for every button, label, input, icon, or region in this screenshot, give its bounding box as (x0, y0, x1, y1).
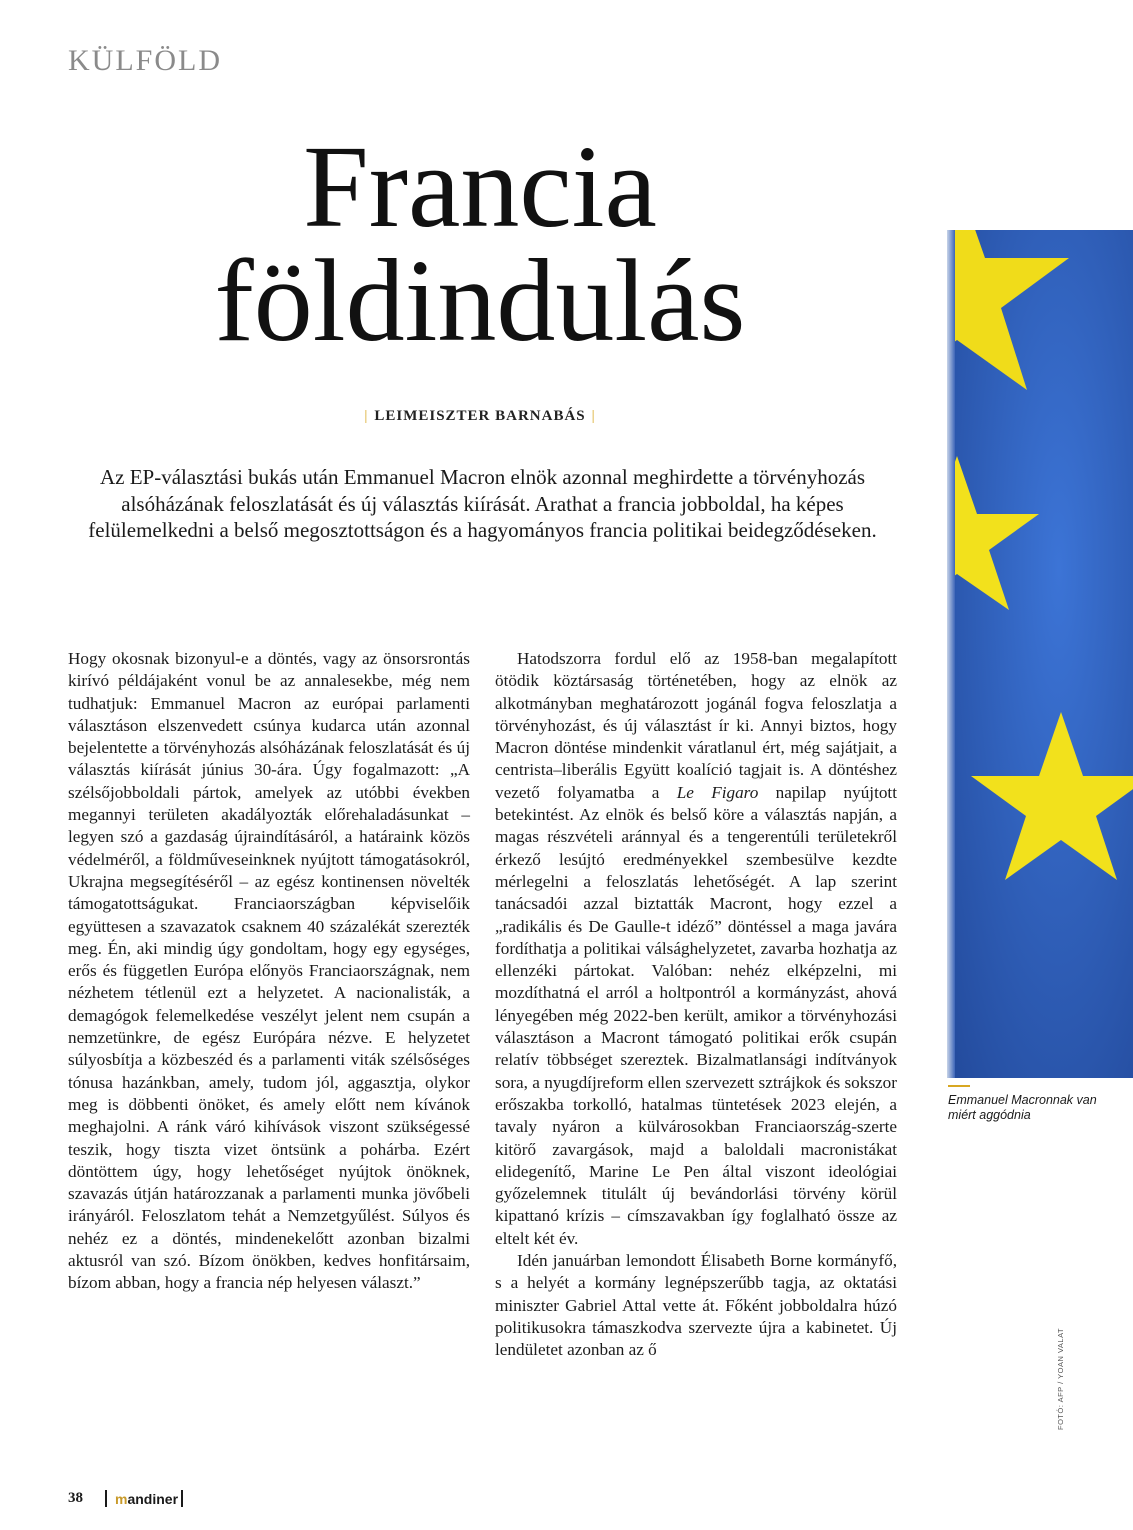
body-text: napilap nyújtott betekintést. Az elnök és belső köre a választás napján, a magas részvételi aránnyal és a tengerentúli területekről érkező lesújtó eredményekkel szembesülve kezdte mérlegelni a feloszlatás lehetőségét. A lap szerint tanácsadói azzal biztatták Macront, hogy ezzel a „radikális és De Gaulle-t idéző” döntéssel a maga javára fordíthatja a politikai válsághelyzetet, zavarba hozhatja az ellenzéki pártokat. Valóban: nehéz elképzelni, mi mozdíthatná el arról a holtpontról a kormányzást, ahová lényegében még 2022-ben került, amikor a törvényhozási választáson a Macront támogató politikai erők csupán relatív többséget szereztek. Bizalmatlansági indítványok sora, a nyugdíjreform ellen szervezett sztrájkok és sokszor erőszakba torkolló, hatalmas tüntetések 2023 elején, a tavaly nyáron a külvárosokban Franciaország-szerte kitörő zavargások, majd a baloldali macronistákat elidegenítő, Marine Le Pen által viszont ideológiai győzelemnek titulált új bevándorlási törvény körül kipattanó krízis – címszavakban így foglalható össze az eltelt két év. (495, 782, 897, 1248)
byline (0, 408, 960, 425)
lead-paragraph: Az EP-választási bukás után Emmanuel Macron elnök azonnal meghirdette a törvényhozás alsóházának feloszlatását és új választás kiírását. Arathat a francia jobboldal, ha képes felülemelkedni a belső megosztottságon és a hagyományos francia politikai beidegződéseken. (88, 465, 877, 542)
eu-flag-stars-icon (947, 230, 1133, 1078)
byline-bar-left: | (364, 408, 369, 424)
footer-divider (105, 1490, 107, 1507)
photo-edge (947, 230, 955, 1078)
body-paragraph: Hogy okosnak bizonyul-e a döntés, vagy az önsorsrontás kirívó példájaként vonul be az annalesekbe, még nem tudhatjuk: Emmanuel Macron az európai parlamenti választáson elszenvedett csúnya kudarca után azonnal bejelentette a törvényhozás alsóházának feloszlatását és új választás kiírását június 30-ára. Úgy fogalmazott: „A szélsőjobboldali pártok, amelyek az utóbbi években megannyi területen akadályozták előrehaladásunkat – legyen szó a gazdaság újraindításáról, a határaink közös védelméről, a földműveseinknek nyújtott támogatásokról, Ukrajna megsegítéséről – az egész kontinensen növelték támogatottságukat. Franciaországban képviselőik együttesen a szavazatok csaknem 40 százalékát szerezték meg. Én, aki mindig úgy gondoltam, hogy egy egységes, erős és független Európa előnyös Franciaországnak, nem nézhetem tétlenül ezt a helyzetet. A nacionalisták, a demagógok felemelkedése veszélyt jelent nem csupán a nemzetünkre, de egész Európára nézve. E helyzetet súlyosbítja a közbeszéd és a parlamenti viták szélsőséges tónusa hazánkban, amely, tudom jól, aggasztja, olykor meg is döbbenti önöket, és amely előtt nem kívánok meghajolni. A ránk váró kihívások viszont szükségessé teszik, hogy tiszta vizet öntsünk a pohárba. Ezért döntöttem úgy, hogy lehetőséget nyújtok önöknek, szavazás útján határozzanak a parlamenti munka jövőbeli irányáról. Feloszlatom tehát a Nemzetgyűlést. Súlyos és nehéz ez a döntés, mindenekelőtt azonban bizalmi aktusról van szó. Bízom önökben, kedves honfitársaim, bízom abban, hogy a francia nép helyesen választ.” (68, 649, 470, 1293)
page-footer (68, 1490, 183, 1507)
byline-author: LEIMEISZTER BARNABÁS (374, 408, 586, 424)
headline (0, 121, 960, 366)
body-paragraph: Idén januárban lemondott Élisabeth Borne kormányfő, s a helyét a kormány legnépszerűbb tagja, az oktatási miniszter Gabriel Attal vette át. Főként jobboldalra húzó politikusokra támaszkodva szervezte újra a kabinetet. Új lendületet azonban az ő (495, 1251, 897, 1360)
section-label: KÜLFÖLD (68, 44, 222, 77)
page-number: 38 (68, 1490, 83, 1506)
photo-caption: Emmanuel Macronnak van miért aggódnia (948, 1093, 1097, 1122)
caption-rule (948, 1085, 970, 1087)
body-column-2 (495, 648, 897, 1362)
footer-divider-end (181, 1490, 183, 1507)
headline-line-2: földindulás (214, 235, 746, 366)
brand-logo-m: m (115, 1490, 128, 1507)
body-text: Hatodszorra fordul elő az 1958-ban megalapított ötödik köztársaság történetében, hogy az elnök az alkotmányban meghatározott jogánál fogva feloszlatja a törvényhozást, és új választást ír ki. Annyi biztos, hogy Macron döntése mindenkit váratlanul ért, még sajátjait, a centrista–liberális Együtt koalíció tagjait is. A döntéshez vezető folyamatba a (495, 649, 897, 802)
brand-logo (115, 1491, 178, 1507)
photo-credit: FOTÓ: AFP / YOAN VALAT (1056, 1327, 1065, 1430)
byline-bar-right: | (591, 408, 596, 424)
body-paragraph (495, 648, 897, 1250)
brand-logo-rest: andiner (127, 1490, 179, 1507)
eu-flag-photo (947, 230, 1133, 1078)
publication-name: Le Figaro (676, 782, 759, 802)
headline-line-1: Francia (303, 121, 657, 252)
body-column-1 (68, 648, 470, 1295)
